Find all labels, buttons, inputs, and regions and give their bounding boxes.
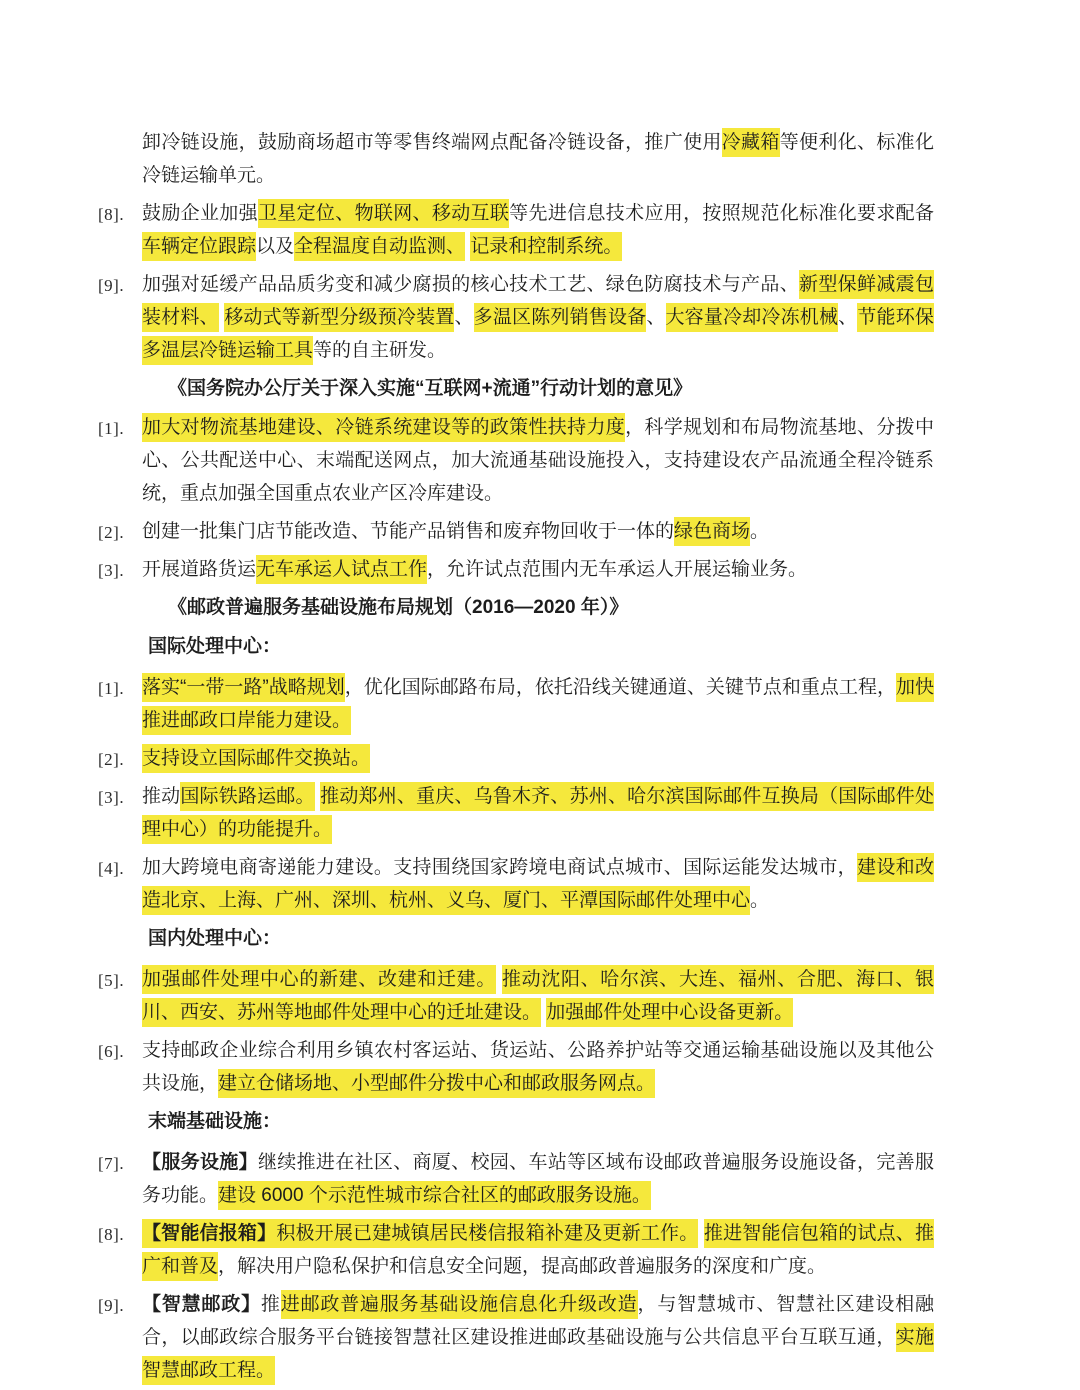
highlighted-text: 无车承运人试点工作 — [256, 555, 427, 584]
text-run: 支持邮政企业综合利用乡镇农村客运站、货运站、公路养护站等交通运输基础设施以及其他公共设施， — [142, 1040, 934, 1094]
text-run: ，优化国际邮路布局，依托沿线关键通道、关键节点和重点工程， — [344, 677, 896, 698]
highlighted-text: 大容量冷却冷冻机械 — [666, 303, 839, 332]
highlighted-text: 推进智能信包箱的试点、推广和普及 — [142, 1219, 934, 1281]
highlighted-text: 卫星定位、物联网、移动互联 — [258, 199, 509, 228]
list-item — [98, 780, 934, 846]
text-run: 推 — [260, 1294, 281, 1315]
highlighted-text: 落实“一带一路”战略规划 — [142, 673, 345, 702]
item-number: [5]. — [98, 971, 125, 990]
list-item — [98, 1288, 934, 1387]
highlighted-text: 【智能信报箱】 — [142, 1219, 276, 1248]
text-run: 加强对延缓产品品质劣变和减少腐损的核心技术工艺、绿色防腐技术与产品、 — [142, 274, 800, 295]
highlighted-text: 实施智慧邮政工程。 — [142, 1323, 934, 1385]
highlighted-text: 加快推进邮政口岸能力建设。 — [142, 673, 934, 735]
text-run: 等便利化、标准化冷链运输单元。 — [142, 132, 934, 186]
list-item — [98, 197, 934, 263]
text-run: 等的自主研发。 — [313, 340, 447, 361]
text-run: ，与智慧城市、智慧社区建设相融合，以邮政综合服务平台链接智慧社区建设推进邮政基础设施与公共信息平台互联互通， — [142, 1294, 934, 1348]
highlighted-text: 新型保鲜减震包装材料、 — [142, 270, 934, 332]
item-number: [8]. — [98, 205, 125, 224]
text-run: 。 — [750, 521, 770, 542]
highlighted-text: 多温区陈列销售设备 — [474, 303, 647, 332]
highlighted-text: 全程温度自动监测、 — [294, 232, 465, 261]
text-run: 以及 — [256, 236, 295, 257]
highlighted-text: 进邮政普遍服务基础设施信息化升级改造 — [281, 1290, 638, 1319]
item-number: [4]. — [98, 859, 125, 878]
text-run: 国际处理中心： — [148, 636, 282, 657]
item-number: [9]. — [98, 276, 125, 295]
highlighted-text: 移动式等新型分级预冷装置 — [224, 303, 454, 332]
text-run: 卸冷链设施，鼓励商场超市等零售终端网点配备冷链设备，推广使用 — [142, 132, 722, 153]
item-number: [7]. — [98, 1154, 125, 1173]
highlighted-text: 节能环保多温层冷链运输工具 — [142, 303, 934, 365]
text-run: 、 — [646, 307, 666, 328]
text-run: 加大跨境电商寄递能力建设。支持围绕国家跨境电商试点城市、国际运能发达城市， — [142, 857, 857, 878]
item-number: [3]. — [98, 788, 125, 807]
list-item — [98, 742, 934, 775]
text-run: 【服务设施】 — [142, 1152, 258, 1173]
list-item — [98, 515, 934, 548]
text-run: 。 — [750, 890, 770, 911]
item-number: [1]. — [98, 419, 125, 438]
highlighted-text: 推动沈阳、哈尔滨、大连、福州、合肥、海口、银川、西安、苏州等地邮件处理中心的迁址建设。 — [142, 965, 934, 1027]
section-label — [142, 1105, 934, 1138]
list-item — [98, 963, 934, 1029]
text-run: 末端基础设施： — [148, 1111, 282, 1132]
list-item — [98, 671, 934, 737]
highlighted-text: 记录和控制系统。 — [470, 232, 622, 261]
highlighted-text: 车辆定位跟踪 — [142, 232, 256, 261]
text-run: 鼓励企业加强 — [142, 203, 258, 224]
item-number: [8]. — [98, 1225, 125, 1244]
document-title — [142, 591, 934, 624]
list-item — [98, 1034, 934, 1100]
highlighted-text: 加强邮件处理中心设备更新。 — [546, 998, 793, 1027]
list-item — [98, 851, 934, 917]
list-item — [98, 268, 934, 367]
text-run: 开展道路货运 — [142, 559, 257, 580]
highlighted-text: 推动郑州、重庆、乌鲁木齐、苏州、哈尔滨国际邮件互换局（国际邮件处理中心）的功能提升。 — [142, 782, 934, 844]
text-run: 《国务院办公厅关于深入实施“互联网+流通”行动计划的意见》 — [168, 378, 693, 399]
highlighted-text: 加强邮件处理中心的新建、改建和迁建。 — [142, 965, 496, 994]
text-run: 继续推进在社区、商厦、校园、车站等区域布设邮政普遍服务设施设备，完善服务功能。 — [142, 1152, 934, 1206]
item-number: [6]. — [98, 1042, 125, 1061]
highlighted-text: 积极开展已建城镇居民楼信报箱补建及更新工作。 — [276, 1219, 698, 1248]
section-label — [142, 630, 934, 663]
text-run: 、 — [454, 307, 474, 328]
item-number: [2]. — [98, 523, 125, 542]
text-run: 《邮政普遍服务基础设施布局规划（2016—2020 年）》 — [168, 597, 629, 618]
highlighted-text: 绿色商场 — [674, 517, 750, 546]
text-run: ，解决用户隐私保护和信息安全问题，提高邮政普遍服务的深度和广度。 — [218, 1256, 827, 1277]
text-run: 、 — [838, 307, 858, 328]
text-run: ，科学规划和布局物流基地、分拨中心、公共配送中心、末端配送网点，加大流通基础设施投入，支持建设农产品流通全程冷链系统，重点加强全国重点农业产区冷库建设。 — [142, 417, 934, 504]
item-number: [3]. — [98, 561, 125, 580]
list-item — [98, 1217, 934, 1283]
text-run: 【智慧邮政】 — [142, 1294, 261, 1315]
highlighted-text: 支持设立国际邮件交换站。 — [142, 744, 370, 773]
list-item — [98, 411, 934, 510]
highlighted-text: 加大对物流基地建设、冷链系统建设等的政策性扶持力度 — [142, 413, 625, 442]
text-run: 国内处理中心： — [148, 928, 282, 949]
text-run: 创建一批集门店节能改造、节能产品销售和废弃物回收于一体的 — [142, 521, 675, 542]
paragraph — [142, 126, 934, 192]
highlighted-text: 建设 6000 个示范性城市综合社区的邮政服务设施。 — [218, 1181, 651, 1210]
item-number: [1]. — [98, 679, 125, 698]
section-label — [142, 922, 934, 955]
highlighted-text: 建立仓储场地、小型邮件分拨中心和邮政服务网点。 — [218, 1069, 655, 1098]
list-item — [98, 553, 934, 586]
item-number: [2]. — [98, 750, 125, 769]
text-run: 推动 — [142, 786, 181, 807]
text-run: ，允许试点范围内无车承运人开展运输业务。 — [427, 559, 808, 580]
text-run: 等先进信息技术应用，按照规范化标准化要求配备 — [509, 203, 934, 224]
highlighted-text: 建设和改造北京、上海、广州、深圳、杭州、义乌、厦门、平潭国际邮件处理中心 — [142, 853, 934, 915]
highlighted-text: 冷藏箱 — [722, 128, 780, 157]
document-content — [98, 126, 934, 1390]
list-item — [98, 1146, 934, 1212]
highlighted-text: 国际铁路运邮。 — [180, 782, 314, 811]
document-title — [142, 372, 934, 405]
item-number: [9]. — [98, 1296, 125, 1315]
